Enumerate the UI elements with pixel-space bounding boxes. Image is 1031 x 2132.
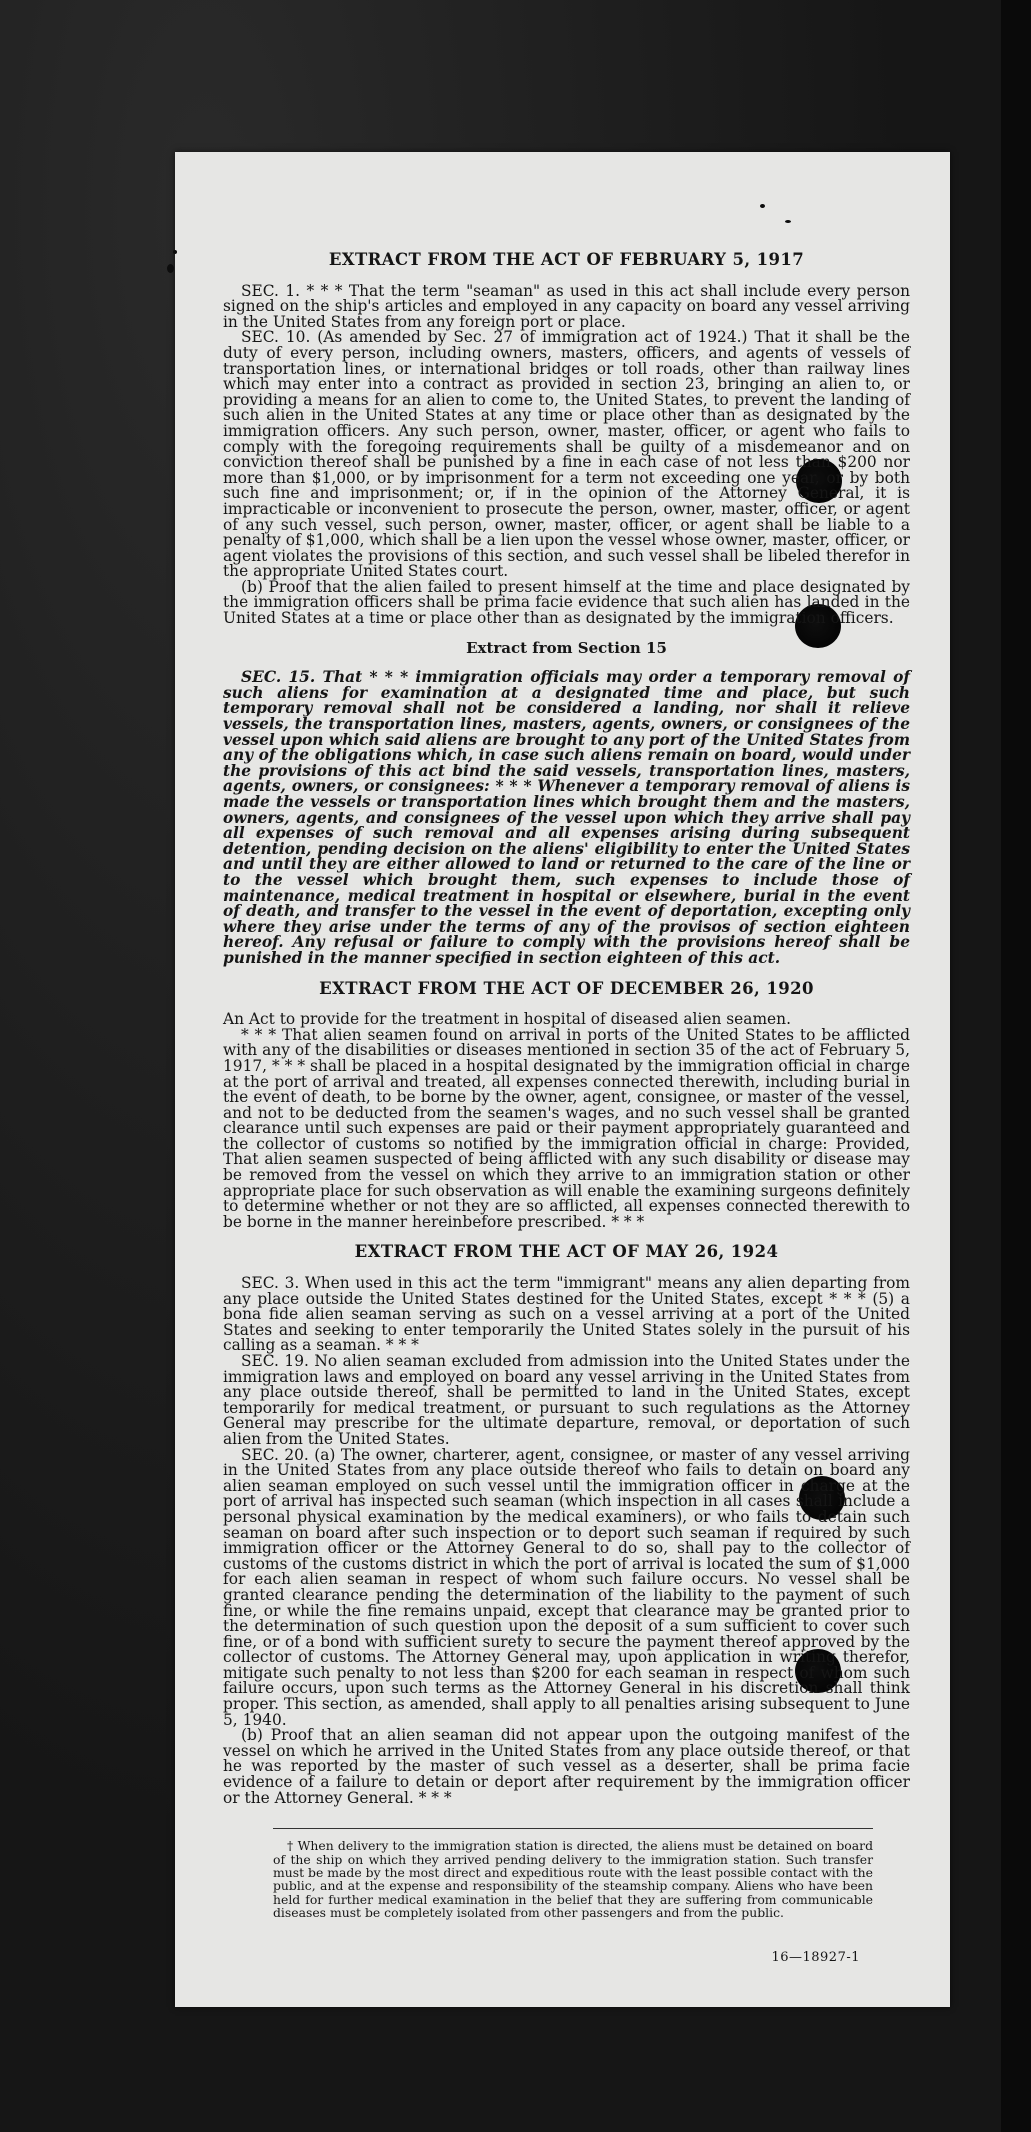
heading-act-1920: EXTRACT FROM THE ACT OF DECEMBER 26, 1920: [319, 978, 814, 998]
heading-act-1924: EXTRACT FROM THE ACT OF MAY 26, 1924: [354, 1242, 779, 1262]
margin-mark: [760, 204, 765, 208]
section-1: SEC. 1. * * * That the term "seaman" as used in this act shall include every person signed on the ship's articles and employed in any capacity on board any vessel arriving in the United States from any foreign port or place.: [223, 281, 910, 331]
heading-act-1917: EXTRACT FROM THE ACT OF FEBRUARY 5, 1917: [328, 250, 805, 269]
scanner-edge: [1001, 0, 1031, 2132]
footnote-text: † When delivery to the immigration station is directed, the aliens must be detained on board of the ship on which they arrived pending delivery to the immigration station. Such transfer must be made by the most direct and expeditious route with the least possible contact with the public, and at the expense and responsibility of the steamship company. Aliens who have been held for further medical examination in the belief that they are suffering from communicable diseases must be completely isolated from other passengers and from the public.: [273, 1838, 873, 1921]
margin-mark: [173, 250, 177, 254]
margin-mark: [785, 220, 791, 223]
section-10-b: (b) Proof that the alien failed to present himself at the time and place designated by the immigration officers shall be prima facie evidence that such alien has landed in the United States at a time or place other than as designated by the immigration officers.: [223, 577, 910, 628]
form-number: 16—18927-1: [771, 1950, 860, 1965]
section-20-a: SEC. 20. (a) The owner, charterer, agent, consignee, or master of any vessel arriving in the United States from any place outside thereof who fails to detain on board any alien seaman employed on such vessel until the immigration officer in charge at the port of arrival has inspected such seaman (which inspection in all cases shall include a personal physical examination by the medical examiners), or who fails to detain such seaman on board after such inspection or to deport such seaman if required by such immigration officer or the Attorney General to do so, shall pay to the collector of customs of the customs district in which the port of arrival is located the sum of $1,000 for each alien seaman in respect of whom such failure occurs. No vessel shall be granted clearance pending the determination of the liability to the payment of such fine, or while the fine remains unpaid, except that clearance may be granted prior to the determination of such question upon the deposit of a sum sufficient to cover such fine, or of a bond with sufficient surety to secure the payment thereof approved by the collector of customs. The Attorney General may, upon application in writing therefor, mitigate such penalty to not less than $200 for each seaman in respect of whom such failure occurs, upon such terms as the Attorney General in his discretion shall think proper. This section, as amended, shall apply to all penalties arising subsequent to June 5, 1940.: [223, 1445, 910, 1729]
heading-section-15: Extract from Section 15: [466, 638, 667, 657]
section-20-b: (b) Proof that an alien seaman did not appear upon the outgoing manifest of the vessel on which he arrived in the United States from any place outside thereof, or that he was reported by the master of such vessel as a deserter, shall be prima facie evidence of a failure to detain or deport after requirement by the immigration officer or the Attorney General. * * *: [223, 1726, 910, 1807]
act-1920-title: An Act to provide for the treatment in hospital of diseased alien seamen.: [223, 1010, 791, 1029]
document-body: [223, 252, 910, 1920]
document-page: [175, 152, 950, 2007]
margin-mark: [167, 264, 174, 273]
section-10: SEC. 10. (As amended by Sec. 27 of immigration act of 1924.) That it shall be the duty of every person, including owners, masters, officers, and agents of vessels of transportation lines, or international bridges or toll roads, other than railway lines which may enter into a contract as provided in section 23, bringing an alien to, or providing a means for an alien to come to, the United States, to prevent the landing of such alien in the United States at any time or place other than as designated by the immigration officers. Any such person, owner, master, officer, or agent who fails to comply with the foregoing requirements shall be guilty of a misdemeanor and on conviction thereof shall be punished by a fine in each case of not less than $200 nor more than $1,000, or by imprisonment for a term not exceeding one year, or by both such fine and imprisonment; or, if in the opinion of the Attorney General, it is impracticable or inconvenient to prosecute the person, owner, master, officer, or agent of any such vessel, such person, owner, master, officer, or agent shall be liable to a penalty of $1,000, which shall be a lien upon the vessel whose owner, master, officer, or agent violates the provisions of this section, and such vessel shall be libeled therefor in the appropriate United States court.: [223, 328, 910, 581]
section-15: SEC. 15. That * * * immigration officials may order a temporary removal of such aliens for examination at a designated time and place, but such temporary removal shall not be considered a landing, nor shall it relieve vessels, the transportation lines, masters, agents, owners, or consignees of the vessel upon which said aliens are brought to any port of the United States from any of the obligations which, in case such aliens remain on board, would under the provisions of this act bind the said vessels, transportation lines, masters, agents, owners, or consignees: * * * Whenever a temporary removal of aliens is made the vessels or transportation lines which brought them and the masters, owners, agents, and consignees of the vessel upon which they arrive shall pay all expenses of such removal and all expenses arising during subsequent detention, pending decision on the aliens' eligibility to enter the United States and until they are either allowed to land or returned to the care of the line or to the vessel which brought them, such expenses to include those of maintenance, medical treatment in hospital or elsewhere, burial in the event of death, and transfer to the vessel in the event of deportation, excepting only where they arise under the terms of any of the provisos of section eighteen hereof. Any refusal or failure to comply with the provisions hereof shall be punished in the manner specified in section eighteen of this act.: [223, 668, 910, 967]
footnote: [273, 1828, 873, 1919]
act-1920-body: * * * That alien seamen found on arrival in ports of the United States to be afflicted with any of the disabilities or diseases mentioned in section 35 of the act of February 5, 1917, * * * shall be placed in a hospital designated by the immigration official in charge at the port of arrival and treated, all expenses connected therewith, including burial in the event of death, to be borne by the owner, agent, consignee, or master of the vessel, and not to be deducted from the seamen's wages, and no such vessel shall be granted clearance until such expenses are paid or their payment appropriately guaranteed and the collector of customs so notified by the immigration official in charge: Provided, That alien seamen suspected of being afflicted with any such disability or disease may be removed from the vessel on which they arrive to an immigration station or other appropriate place for such observation as will enable the examining surgeons definitely to determine whether or not they are so afflicted, all expenses connected therewith to be borne in the manner hereinbefore prescribed. * * *: [223, 1025, 910, 1231]
section-19: SEC. 19. No alien seaman excluded from admission into the United States under the immigration laws and employed on board any vessel arriving in the United States from any place outside thereof, shall be permitted to land in the United States, except temporarily for medical treatment, or pursuant to such regulations as the Attorney General may prescribe for the ultimate departure, removal, or deportation of such alien from the United States.: [223, 1352, 910, 1448]
section-3: SEC. 3. When used in this act the term "immigrant" means any alien departing from any place outside the United States destined for the United States, except * * * (5) a bona fide alien seaman serving as such on a vessel arriving at a port of the United States and seeking to enter temporarily the United States solely in the pursuit of his calling as a seaman. * * *: [223, 1274, 910, 1355]
